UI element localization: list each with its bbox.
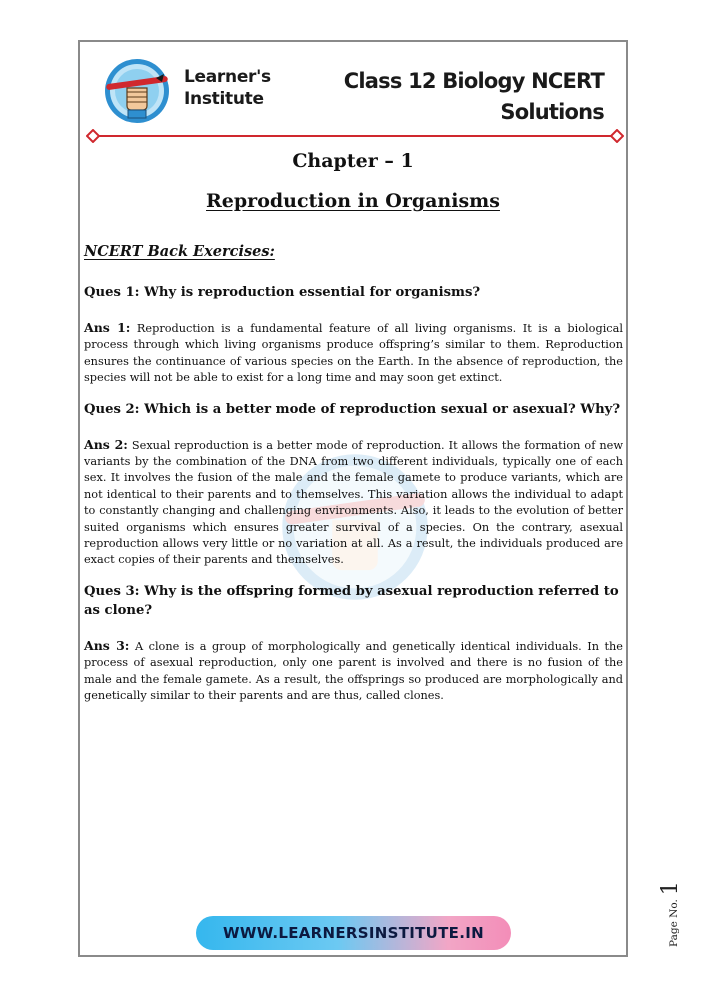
brand-line-2: Institute [184, 89, 264, 109]
qa-item [84, 400, 623, 569]
diamond-icon [611, 130, 623, 142]
qa-list [84, 283, 623, 718]
brand-name [184, 66, 271, 110]
page-number-rotated [658, 881, 683, 947]
header-divider [86, 129, 624, 143]
subject-heading-text: Reproduction in Organisms [206, 190, 500, 212]
answer-text: Sexual reproduction is a better mode of reproduction. It allows the formation of new variants by the combination of the DNA from two different individuals, typically one of each sex. It involves the fusion of the male and the female gamete to produce variants, which are not identical to their parents and to themselves. This variation allows the individual to adapt to constantly changing and challenging environments. Also, it leads to the evolution of better suited organisms which ensures greater survival of a species. On the contrary, asexual reproduction allows very little or no variation at all. As a result, the individuals produced are exact copies of their parents and themselves. [84, 438, 623, 567]
document-title-line-1: Class 12 Biology NCERT [343, 69, 604, 93]
answer-text: Reproduction is a fundamental feature of all living organisms. It is a biological process through which living organisms produce offspring’s similar to them. Reproduction ensures the continuance of various species on the Earth. In the absence of reproduction, the species will not be able to exist for a long time and may soon get extinct. [84, 322, 623, 385]
answer [84, 320, 623, 387]
institute-logo [104, 58, 170, 124]
page-number [638, 881, 698, 947]
answer [84, 638, 623, 705]
answer-label: Ans 3: [84, 637, 130, 653]
answer-text: A clone is a group of morphologically and genetically identical individuals. In the process of asexual reproduction, only one parent is involved and there is no fusion of the male and the female gamete. As a result, the offsprings so produced are morphologically and genetically similar to their parents and are thus, called clones. [84, 639, 623, 703]
question: Ques 2: Which is a better mode of reproduction sexual or asexual? Why? [84, 401, 621, 417]
qa-item [84, 582, 623, 705]
brand-line-1: Learner's [184, 67, 271, 87]
question: Ques 1: Why is reproduction essential for organisms? [84, 285, 481, 300]
document-title [344, 66, 604, 128]
answer-label: Ans 2: [84, 436, 128, 452]
document-title-line-2: Solutions [500, 100, 604, 124]
answer-label: Ans 1: [84, 320, 131, 335]
page-number-value: 1 [658, 881, 683, 896]
answer [84, 437, 623, 569]
section-title: NCERT Back Exercises: [84, 243, 275, 260]
question: Ques 3: Why is the offspring formed by asexual reproduction referred to as clone? [84, 583, 619, 618]
subject-heading [78, 187, 628, 215]
diamond-icon [87, 130, 99, 142]
qa-item [84, 283, 623, 387]
website-link[interactable]: WWW.LEARNERSINSTITUTE.IN [196, 916, 511, 950]
chapter-heading: Chapter – 1 [292, 150, 414, 172]
page-number-label: Page No. [668, 899, 680, 947]
